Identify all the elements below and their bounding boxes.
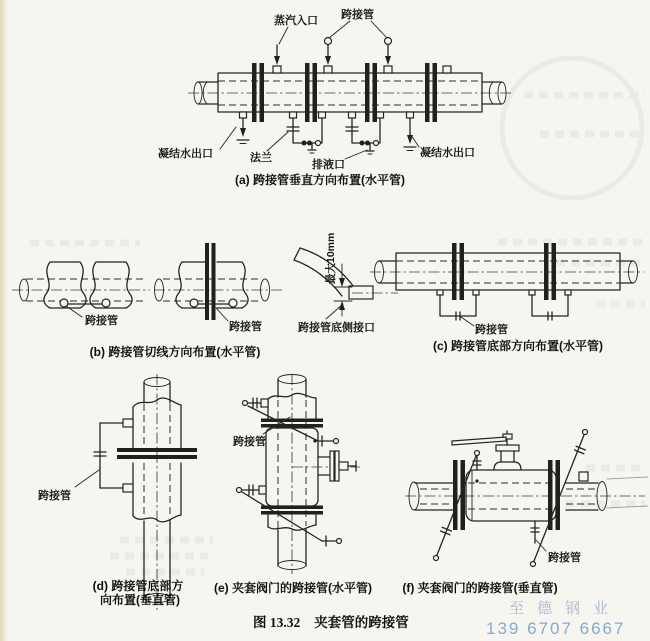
figure-caption xyxy=(253,614,409,630)
label-condensate-right: 凝结水出口 xyxy=(420,147,475,159)
label-condensate-left: 凝结水出口 xyxy=(158,148,213,160)
caption-c: (c) 跨接管底部方向布置(水平管) xyxy=(433,339,603,353)
diagram-a xyxy=(158,7,512,187)
condensate-outlet-left xyxy=(237,118,249,144)
caption-d-line2: 向布置(垂直管) xyxy=(100,593,180,607)
caption-f: (f) 夹套阀门的跨接管(垂直管) xyxy=(402,581,558,595)
bleed-through-marks xyxy=(30,58,645,572)
label-drain: 排液口 xyxy=(312,159,345,171)
caption-e: (e) 夹套阀门的跨接管(水平管) xyxy=(214,581,372,595)
flange-pairs xyxy=(452,243,556,300)
jacket-pipe xyxy=(396,253,620,290)
label-jumper-top: 跨接管 xyxy=(341,9,374,21)
label-jumper-b1: 跨接管 xyxy=(85,315,118,327)
figure-title: 夹套管的跨接管 xyxy=(314,615,409,630)
label-flange: 法兰 xyxy=(250,152,272,164)
page-gutter-edge xyxy=(0,0,8,641)
watermark-phone: 139 6707 6667 xyxy=(486,619,626,638)
label-jumper-d: 跨接管 xyxy=(38,490,71,502)
condensate-outlet-right xyxy=(404,118,416,151)
left-flange-pair xyxy=(453,460,465,530)
watermark-company: 至德钢业 xyxy=(509,600,622,617)
label-bottom-side-port: 跨接管底侧接口 xyxy=(298,322,375,334)
label-max-offset: 最大10mm xyxy=(325,232,337,284)
jumper-loop-2 xyxy=(346,118,380,154)
label-jumper-f: 跨接管 xyxy=(548,552,581,564)
bottom-drain xyxy=(531,521,539,543)
jumper-loop-2 xyxy=(532,295,568,320)
valve-stem xyxy=(292,451,360,481)
flange-pair-b xyxy=(205,243,216,320)
steam-inlet-arrow xyxy=(274,45,280,65)
lower-jumper xyxy=(237,485,342,546)
label-jumper-e: 跨接管 xyxy=(233,436,266,448)
diagram-e xyxy=(214,374,372,595)
jacket-pipe xyxy=(218,73,482,112)
caption-a: (a) 跨接管垂直方向布置(水平管) xyxy=(235,173,405,187)
label-steam-inlet: 蒸汽入口 xyxy=(274,15,318,27)
valve-body xyxy=(466,470,556,521)
watermark xyxy=(486,600,625,638)
right-jumper xyxy=(531,430,589,567)
label-jumper-c: 跨接管 xyxy=(475,324,508,336)
caption-b: (b) 跨接管切线方向布置(水平管) xyxy=(89,345,261,359)
caption-d-line1: (d) 跨接管底部方 xyxy=(92,579,184,593)
jumper-loop-1 xyxy=(287,118,322,153)
diagram-b xyxy=(12,233,398,359)
jumper-loop-1 xyxy=(440,295,476,320)
label-jumper-b2: 跨接管 xyxy=(229,321,262,333)
jumper-inlet-arrows xyxy=(325,38,392,66)
figure-number: 图 13.32 xyxy=(253,615,301,630)
diagram-f xyxy=(402,430,648,596)
